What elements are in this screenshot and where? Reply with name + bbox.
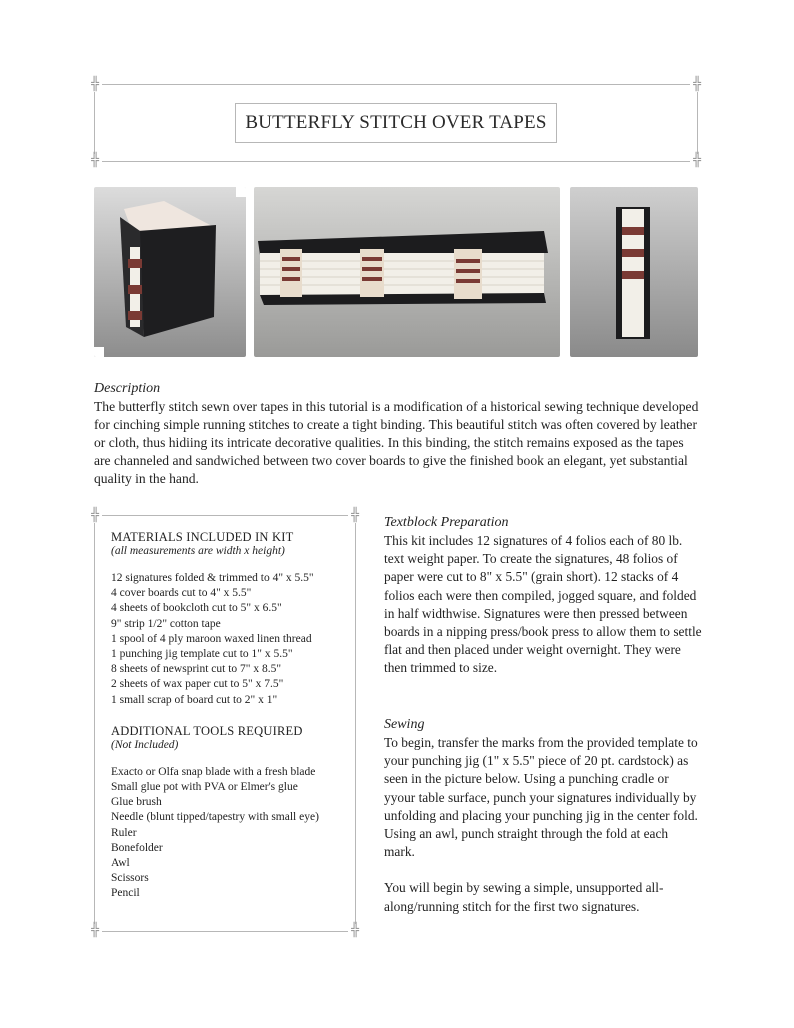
book-side-photo (254, 187, 560, 357)
description-body: The butterfly stitch sewn over tapes in this tutorial is a modification of a historical sewing technique developed for cinching simple running stitches to create a tight binding. This beautiful stitch was often covered by leather or cloth, thus hidiing its intricate decorative qualities. In this binding, the stitch remains exposed as the tapes are channeled and sandwiched between two cover boards to give the finished book an elegant, yet substantial quality in the hand. (94, 399, 699, 486)
list-item: 2 sheets of wax paper cut to 5" x 7.5" (111, 678, 284, 691)
description-heading: Description (94, 381, 161, 396)
sewing-section (384, 716, 702, 916)
list-item: 1 punching jig template cut to 1" x 5.5" (111, 648, 293, 661)
list-item: 4 sheets of bookcloth cut to 5" x 6.5" (111, 602, 282, 615)
list-item: Awl (111, 857, 130, 870)
materials-subheading: (all measurements are width x height) (111, 545, 285, 557)
title-frame (91, 77, 701, 168)
sewing-body-continued: You will begin by sewing a simple, unsupported all-along/running stitch for the first two signatures. (384, 880, 664, 914)
tools-subheading: (Not Included) (111, 738, 179, 751)
list-item: Pencil (111, 887, 140, 900)
corner-ornament-icon: ╬ (88, 509, 102, 523)
corner-ornament-icon: ╬ (690, 78, 704, 92)
list-item: 12 signatures folded & trimmed to 4" x 5.5" (111, 572, 314, 584)
corner-ornament-icon: ╬ (88, 924, 102, 938)
book-side-illustration (254, 187, 560, 357)
list-item: 1 spool of 4 ply maroon waxed linen thread (111, 632, 312, 645)
list-item: 4 cover boards cut to 4" x 5.5" (111, 587, 252, 600)
list-item: Small glue pot with PVA or Elmer's glue (111, 781, 298, 794)
list-item: 8 sheets of newsprint cut to 7" x 8.5" (111, 663, 282, 676)
materials-frame (91, 508, 359, 938)
tools-list (111, 765, 347, 902)
tools-heading: ADDITIONAL TOOLS REQUIRED (111, 723, 303, 738)
corner-ornament-icon: ╬ (348, 924, 362, 938)
sewing-body: To begin, transfer the marks from the provided template to your punching jig (1" x 5.5" piece of 20 pt. cardstock) as seen in the picture below. Using a punching cradle or yyour table surface, punch your signatures individually by unfolding and placing your punching jig in the center fold. Using an awl, punch straight through the fold at each mark. (384, 735, 698, 860)
page-title: BUTTERFLY STITCH OVER TAPES (245, 112, 547, 133)
title-cartouche (235, 103, 557, 143)
description-section (94, 380, 700, 488)
corner-ornament-icon: ╬ (690, 154, 704, 168)
materials-content (111, 530, 347, 902)
textblock-section (384, 514, 702, 678)
list-item: Exacto or Olfa snap blade with a fresh blade (111, 765, 316, 778)
textblock-body: This kit includes 12 signatures of 4 folios each of 80 lb. text weight paper. To create the signatures, 48 folios of paper were cut to 8" x 5.5" (grain short). 12 stacks of 4 folios each were then compiled, jogged square, and folded in half widthwise. Signatures were then pressed between boards in a nipping press/book press to allow them to settle flat and then placed under weight overnight. They were then trimmed to size. (384, 533, 702, 676)
book-spine-illustration (94, 187, 246, 357)
corner-ornament-icon: ╬ (88, 78, 102, 92)
list-item: Scissors (111, 872, 149, 885)
list-item: Ruler (111, 826, 137, 839)
corner-ornament-icon: ╬ (88, 154, 102, 168)
textblock-heading: Textblock Preparation (384, 515, 509, 530)
materials-heading: MATERIALS INCLUDED IN KIT (111, 530, 294, 544)
list-item: Needle (blunt tipped/tapestry with small eye) (111, 811, 319, 824)
list-item: 9" strip 1/2" cotton tape (111, 617, 221, 630)
list-item: Bonefolder (111, 841, 163, 854)
book-spine-detail-photo (570, 187, 698, 357)
book-spine-photo (94, 187, 246, 357)
book-spine-detail-illustration (570, 187, 698, 357)
sewing-heading: Sewing (384, 717, 425, 732)
list-item: Glue brush (111, 796, 162, 809)
materials-list (111, 571, 347, 708)
corner-ornament-icon: ╬ (348, 509, 362, 523)
list-item: 1 small scrap of board cut to 2" x 1" (111, 693, 278, 706)
